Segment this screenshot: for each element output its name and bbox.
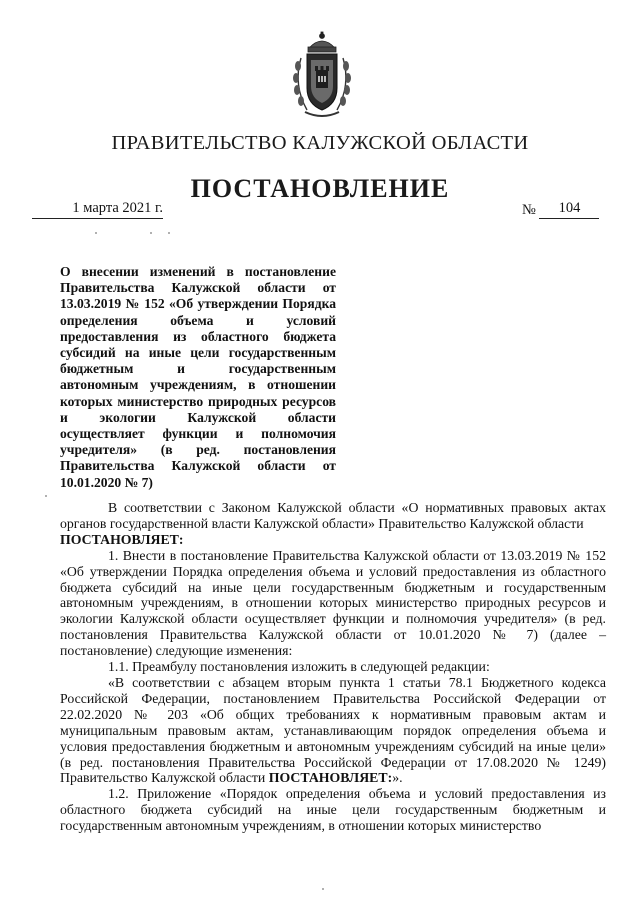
preamble-text: В соответствии с Законом Калужской области «О нормативных правовых актах органов государственной власти Калужской области» Правительство Калужской области bbox=[60, 500, 606, 531]
number-sign: № bbox=[522, 202, 536, 218]
new-preamble-resolves: ПОСТАНОВЛЯЕТ: bbox=[268, 770, 393, 786]
document-date: 1 марта 2021 г. bbox=[32, 200, 163, 219]
document-number-field bbox=[522, 200, 599, 219]
paragraph-preamble bbox=[60, 500, 606, 548]
scan-speck bbox=[45, 495, 47, 497]
scan-speck bbox=[150, 232, 152, 234]
new-preamble-close: ». bbox=[392, 770, 403, 786]
document-subject: О внесении изменений в постановление Правительства Калужской области от 13.03.2019 № 152 «Об утверждении Порядка определения объема и условий предоставления из областного бюджета субсидий на иные цели государственным бюджетным и государственным автономным учреждениям, в отношении которых министерство природных ресурсов и экологии Калужской области осуществляет функции и полномочия учредителя» (в ред. постановления Правительства Калужской области от 10.01.2020 № 7) bbox=[60, 264, 336, 490]
document-body bbox=[60, 500, 606, 834]
paragraph-new-preamble bbox=[60, 675, 606, 786]
government-title: ПРАВИТЕЛЬСТВО КАЛУЖСКОЙ ОБЛАСТИ bbox=[111, 132, 529, 154]
scan-speck bbox=[168, 232, 170, 234]
paragraph-item-1-2: 1.2. Приложение «Порядок определения объема и условий предоставления из областного бюджета субсидий на иные цели государственным бюджетным и государственным автономным учреждениям, в отношении которых министерство bbox=[60, 786, 606, 834]
paragraph-item-1: 1. Внести в постановление Правительства Калужской области от 13.03.2019 № 152 «Об утверждении Порядка определения объема и условий предоставления из областного бюджета субсидий на иные цели государственным бюджетным и государственным автономным учреждениям, в отношении которых министерство природных ресурсов и экологии Калужской области осуществляет функции и полномочия учредителя» (в ред. постановления Правительства Калужской области от 10.01.2020 № 7) (далее – постановление) следующие изменения: bbox=[60, 547, 606, 659]
paragraph-item-1-1: 1.1. Преамбулу постановления изложить в следующей редакции: bbox=[108, 659, 490, 675]
new-preamble-text: «В соответствии с абзацем вторым пункта 1 статьи 78.1 Бюджетного кодекса Российской Федерации, постановлением Правительства Российской Федерации от 22.02.2020 № 203 «Об общих требованиях к нормативным правовым актам и муниципальным правовым актам, устанавливающим порядок определения объема и условия предоставления бюджетным и автономным учреждениям субсидий на иные цели» (в ред. постановления Правительства Российской Федерации от 17.08.2020 № 1249) Правительство Калужской области bbox=[60, 674, 606, 786]
document-type-title: ПОСТАНОВЛЕНИЕ bbox=[190, 174, 450, 203]
document-number: 104 bbox=[539, 200, 599, 219]
scan-speck bbox=[95, 232, 97, 234]
scan-speck bbox=[322, 888, 324, 890]
resolves-heading: ПОСТАНОВЛЯЕТ: bbox=[60, 531, 184, 547]
coat-of-arms-emblem bbox=[287, 30, 357, 118]
